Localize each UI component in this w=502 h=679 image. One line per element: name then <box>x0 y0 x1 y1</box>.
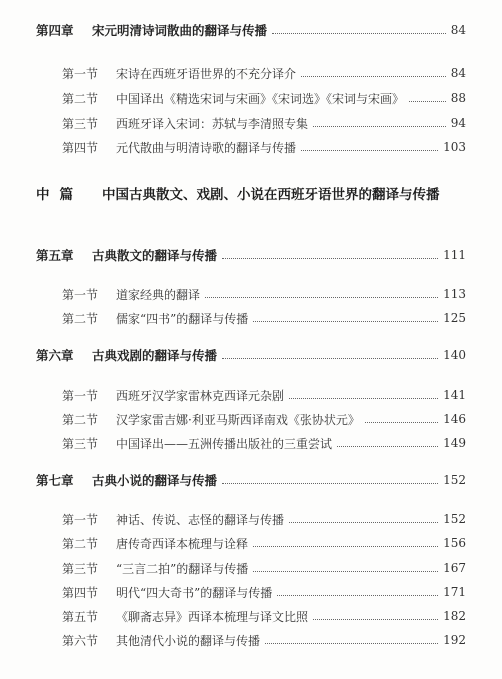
toc-section-title: “三言二拍”的翻译与传播 <box>116 561 249 576</box>
toc-page-number: 156 <box>443 536 466 550</box>
toc-section-label: 第一节 <box>62 66 99 81</box>
toc-section-title: 汉学家雷吉娜·利亚马斯西译南戏《张协状元》 <box>116 412 360 427</box>
toc-chapter-row <box>0 245 502 265</box>
toc-dot-leader <box>253 571 438 572</box>
toc-dot-leader <box>222 258 438 259</box>
toc-page-number: 140 <box>443 348 466 362</box>
toc-section-title: 中国译出——五洲传播出版社的三重尝试 <box>116 436 333 451</box>
toc-section-row <box>0 582 502 602</box>
toc-section-title: 宋诗在西班牙语世界的不充分译介 <box>116 66 297 81</box>
toc-dot-leader <box>289 522 438 523</box>
toc-chapter-label: 第六章 <box>36 348 74 363</box>
toc-section-row <box>0 606 502 626</box>
toc-section-title: 其他清代小说的翻译与传播 <box>116 633 261 648</box>
toc-section-row <box>0 630 502 650</box>
toc-chapter-label: 第四章 <box>36 23 74 38</box>
toc-section-row <box>0 385 502 405</box>
toc-dot-leader <box>265 643 438 644</box>
toc-dot-leader <box>365 422 438 423</box>
toc-chapter-title: 宋元明清诗词散曲的翻译与传播 <box>92 23 268 38</box>
toc-page-number: 167 <box>443 561 466 575</box>
toc-section-label: 第三节 <box>62 116 99 131</box>
toc-dot-leader <box>253 546 438 547</box>
toc-section-title: 明代“四大奇书”的翻译与传播 <box>116 585 273 600</box>
toc-section-label: 第四节 <box>62 140 99 155</box>
toc-chapter-title: 古典戏剧的翻译与传播 <box>92 348 218 363</box>
toc-section-label: 第三节 <box>62 561 99 576</box>
toc-section-title: 西班牙译入宋词：苏轼与李清照专集 <box>116 116 309 131</box>
toc-page-number: 84 <box>450 66 466 80</box>
toc-dot-leader <box>301 150 438 151</box>
toc-dot-leader <box>253 321 438 322</box>
toc-page-number: 103 <box>443 140 466 154</box>
toc-section-title: 道家经典的翻译 <box>116 287 201 302</box>
toc-page-number: 192 <box>443 633 466 647</box>
toc-chapter-row <box>0 470 502 490</box>
toc-page-number: 152 <box>443 512 466 526</box>
toc-section-row <box>0 558 502 578</box>
toc-section-label: 第一节 <box>62 512 99 527</box>
toc-chapter-label: 第五章 <box>36 248 74 263</box>
toc-dot-leader <box>277 595 438 596</box>
toc-chapter-row <box>0 20 502 40</box>
toc-section-label: 第四节 <box>62 585 99 600</box>
toc-page-number: 125 <box>443 311 466 325</box>
toc-section-row <box>0 88 502 108</box>
toc-section-title: 《聊斋志异》西译本梳理与译文比照 <box>116 609 309 624</box>
toc-part-row <box>0 183 502 203</box>
toc-section-row <box>0 533 502 553</box>
toc-section-label: 第一节 <box>62 388 99 403</box>
toc-page-number: 149 <box>443 436 466 450</box>
toc-page-number: 113 <box>443 287 466 301</box>
toc-dot-leader <box>289 398 438 399</box>
toc-dot-leader <box>313 619 438 620</box>
toc-page-number: 171 <box>443 585 466 599</box>
toc-section-row <box>0 433 502 453</box>
toc-section-row <box>0 409 502 429</box>
toc-section-label: 第三节 <box>62 436 99 451</box>
toc-dot-leader <box>222 358 438 359</box>
toc-dot-leader <box>272 33 446 34</box>
toc-dot-leader <box>337 446 438 447</box>
toc-part-label: 中篇 <box>36 187 83 203</box>
toc-section-label: 第六节 <box>62 633 99 648</box>
toc-page-number: 146 <box>443 412 466 426</box>
toc-page-number: 94 <box>450 116 466 130</box>
toc-section-row <box>0 509 502 529</box>
toc-page-number: 88 <box>450 91 466 105</box>
toc-page-number: 152 <box>443 473 466 487</box>
toc-dot-leader <box>222 483 438 484</box>
toc-section-label: 第五节 <box>62 609 99 624</box>
toc-section-label: 第一节 <box>62 287 99 302</box>
toc-section-title: 中国译出《精选宋词与宋画》《宋词选》《宋词与宋画》 <box>116 91 405 106</box>
toc-chapter-title: 古典小说的翻译与传播 <box>92 473 218 488</box>
toc-dot-leader <box>409 101 446 102</box>
toc-section-label: 第二节 <box>62 412 99 427</box>
toc-page-number: 141 <box>443 388 466 402</box>
toc-section-title: 元代散曲与明清诗歌的翻译与传播 <box>116 140 297 155</box>
toc-dot-leader <box>301 76 446 77</box>
toc-chapter-label: 第七章 <box>36 473 74 488</box>
toc-section-label: 第二节 <box>62 536 99 551</box>
toc-section-row <box>0 308 502 328</box>
toc-section-title: 西班牙汉学家雷林克西译元杂剧 <box>116 388 285 403</box>
toc-section-row <box>0 284 502 304</box>
toc-section-row <box>0 113 502 133</box>
toc-dot-leader <box>313 126 446 127</box>
toc-page-number: 84 <box>450 23 466 37</box>
toc-page-number: 111 <box>443 248 466 262</box>
toc-section-label: 第二节 <box>62 91 99 106</box>
toc-section-title: 儒家“四书”的翻译与传播 <box>116 311 249 326</box>
toc-section-row <box>0 63 502 83</box>
toc-page-number: 182 <box>443 609 466 623</box>
toc-section-title: 神话、传说、志怪的翻译与传播 <box>116 512 285 527</box>
toc-dot-leader <box>205 297 438 298</box>
toc-section-title: 唐传奇西译本梳理与诠释 <box>116 536 249 551</box>
toc-part-title: 中国古典散文、戏剧、小说在西班牙语世界的翻译与传播 <box>102 187 440 203</box>
toc-chapter-title: 古典散文的翻译与传播 <box>92 248 218 263</box>
toc-section-row <box>0 137 502 157</box>
toc-chapter-row <box>0 345 502 365</box>
toc-section-label: 第二节 <box>62 311 99 326</box>
